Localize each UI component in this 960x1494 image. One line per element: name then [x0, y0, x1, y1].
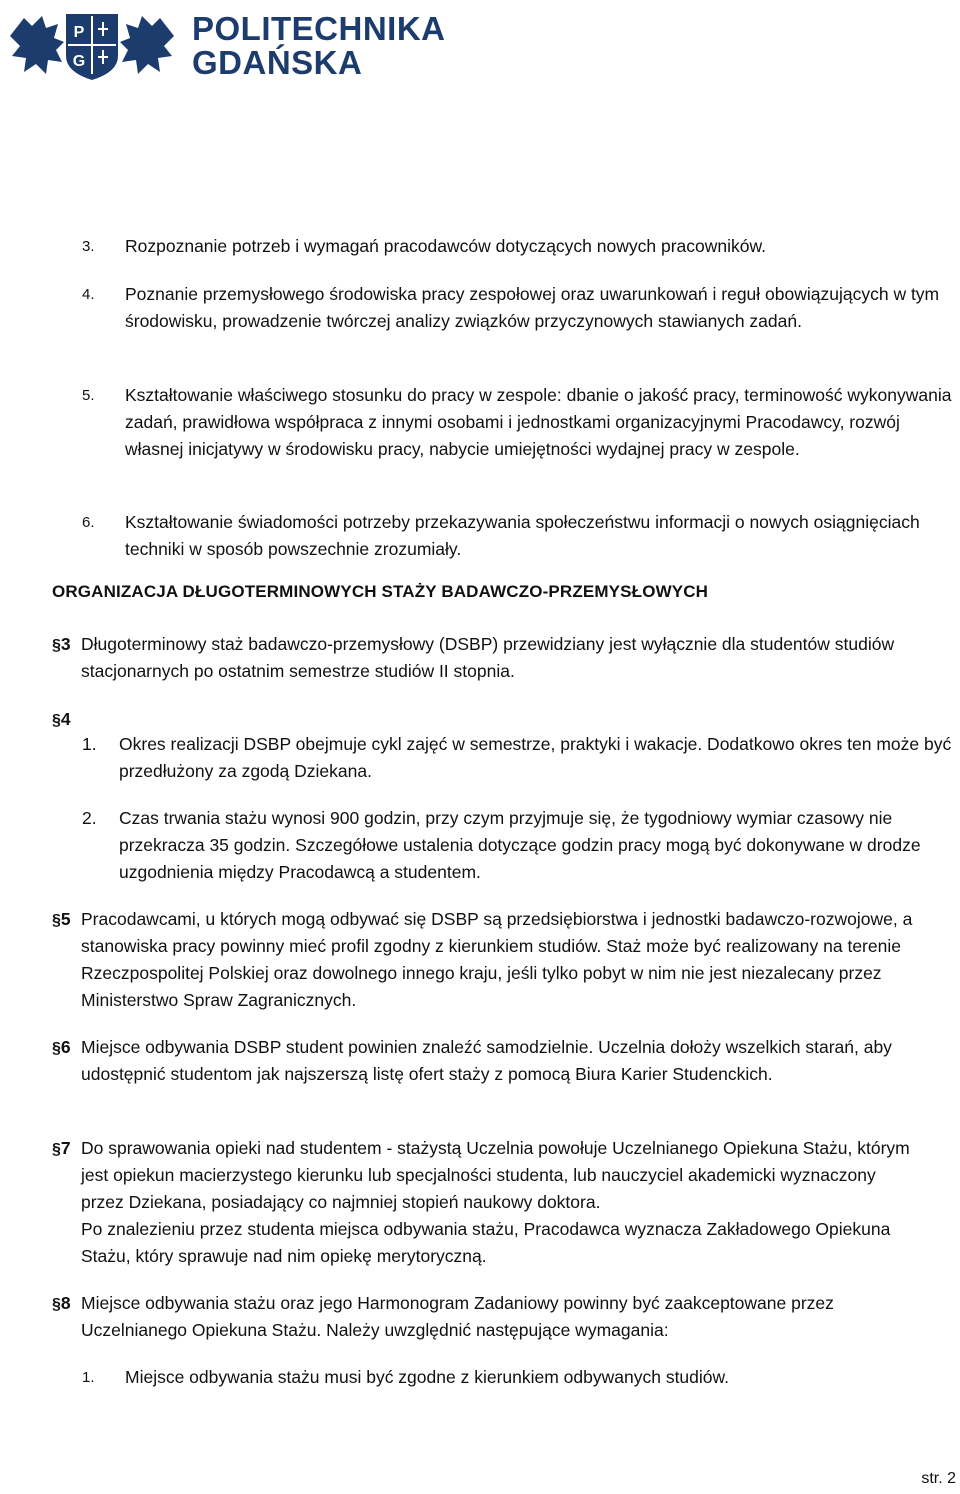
section-7: [52, 1135, 922, 1270]
list-number: 3.: [82, 238, 95, 255]
section-text: Miejsce odbywania DSBP student powinien znaleźć samodzielnie. Uczelnia dołoży wszelkich starań, aby udostępnić studentom jak najszerszą listę ofert staży z pomocą Biura Karier Studenckich.: [81, 1037, 892, 1084]
list-number: 4.: [82, 286, 95, 303]
section-mark: §7: [52, 1138, 71, 1158]
list-text: Miejsce odbywania stażu musi być zgodne z kierunkiem odbywanych studiów.: [125, 1367, 730, 1387]
list-item: [82, 1364, 942, 1391]
list-text: Okres realizacji DSBP obejmuje cykl zajęć w semestrze, praktyki i wakacje. Dodatkowo okres ten może być przedłużony za zgodą Dziekana.: [119, 734, 952, 781]
list-text: Rozpoznanie potrzeb i wymagań pracodawców dotyczących nowych pracowników.: [125, 236, 767, 256]
shield-letter-g: G: [72, 53, 86, 70]
section-text: Do sprawowania opieki nad studentem - stażystą Uczelnia powołuje Uczelnianego Opiekuna Stażu, którym jest opiekun macierzystego kierunku lub specjalności studenta, lub nauczyciel akademicki wyznaczony przez Dziekana, posiadający co najmniej stopień naukowy doktora.: [81, 1138, 910, 1212]
list-text: Kształtowanie właściwego stosunku do pracy w zespole: dbanie o jakość pracy, terminowość wykonywania zadań, prawidłowa współpraca z innymi osobami i jednostkami organizacyjnymi Pracodawcy, rozwój własnej inicjatywy w środowisku pracy, nabycie umiejętności wydajnej pracy w zespole.: [125, 385, 952, 459]
section-text-continued: Po znalezieniu przez studenta miejsca odbywania stażu, Pracodawca wyznacza Zakładowego Opiekuna Stażu, który sprawuje nad nim opiekę merytoryczną.: [81, 1219, 891, 1266]
shield-letter-p: P: [73, 24, 85, 41]
page-number: str. 2: [921, 1470, 956, 1487]
section-text: Pracodawcami, u których mogą odbywać się DSBP są przedsiębiorstwa i jednostki badawczo-rozwojowe, a stanowiska pracy powinny mieć profil zgodny z kierunkiem studiów. Staż może być realizowany na terenie Rzeczpospolitej Polskiej oraz dowolnego innego kraju, jeśli tylko pobyt w nim nie jest niezalecany przez Ministerstwo Spraw Zagranicznych.: [81, 909, 913, 1010]
list-text: Poznanie przemysłowego środowiska pracy zespołowej oraz uwarunkowań i reguł obowiązujących w tym środowisku, prowadzenie twórczej analizy związków przyczynowych stawianych zadań.: [125, 284, 940, 331]
section-text: Długoterminowy staż badawczo-przemysłowy (DSBP) przewidziany jest wyłącznie dla studentów studiów stacjonarnych po ostatnim semestrze studiów II stopnia.: [81, 634, 895, 681]
griffins-shield-icon: [2, 6, 182, 84]
section-8: [52, 1290, 932, 1344]
list-number: 6.: [82, 514, 95, 531]
paragraph-sign-icon: §: [52, 912, 61, 929]
section-4: [52, 706, 71, 734]
list-text: Czas trwania stażu wynosi 900 godzin, przy czym przyjmuje się, że tygodniowy wymiar czasowy nie przekracza 35 godzin. Szczegółowe ustalenia dotyczące godzin pracy mogą być dokonywane w drodze uzgodnienia między Pracodawcą a studentem.: [119, 808, 921, 882]
list-item: [82, 731, 960, 785]
section-heading: ORGANIZACJA DŁUGOTERMINOWYCH STAŻY BADAWCZO-PRZEMYSŁOWYCH: [52, 582, 709, 601]
paragraph-sign-icon: §: [52, 1296, 61, 1313]
list-item: [82, 233, 942, 260]
paragraph-sign-icon: §: [52, 1040, 61, 1057]
paragraph-sign-icon: §: [52, 712, 61, 729]
section-mark: §3: [52, 634, 71, 654]
logo-line-2: GDAŃSKA: [192, 44, 363, 81]
list-number: 1.: [82, 734, 97, 754]
logo-wordmark: [192, 12, 446, 80]
section-mark: §6: [52, 1037, 71, 1057]
list-item: [82, 281, 950, 335]
section-3: [52, 631, 952, 685]
list-item: [82, 805, 960, 886]
list-item: [82, 382, 960, 463]
paragraph-sign-icon: §: [52, 637, 61, 654]
list-number: 2.: [82, 808, 97, 828]
section-mark: §5: [52, 909, 71, 929]
list-number: 1.: [82, 1369, 95, 1386]
section-mark: §4: [52, 709, 71, 729]
section-6: [52, 1034, 922, 1088]
paragraph-sign-icon: §: [52, 1141, 61, 1158]
section-5: [52, 906, 932, 1014]
section-text: Miejsce odbywania stażu oraz jego Harmonogram Zadaniowy powinny być zaakceptowane przez Uczelnianego Opiekuna Stażu. Należy uwzględnić następujące wymagania:: [81, 1293, 834, 1340]
section-mark: §8: [52, 1293, 71, 1313]
list-item: [82, 509, 950, 563]
university-logo: [2, 6, 446, 84]
list-text: Kształtowanie świadomości potrzeby przekazywania społeczeństwu informacji o nowych osiągnięciach techniki w sposób powszechnie zrozumiały.: [125, 512, 920, 559]
logo-line-1: POLITECHNIKA: [192, 10, 446, 47]
list-number: 5.: [82, 387, 95, 404]
